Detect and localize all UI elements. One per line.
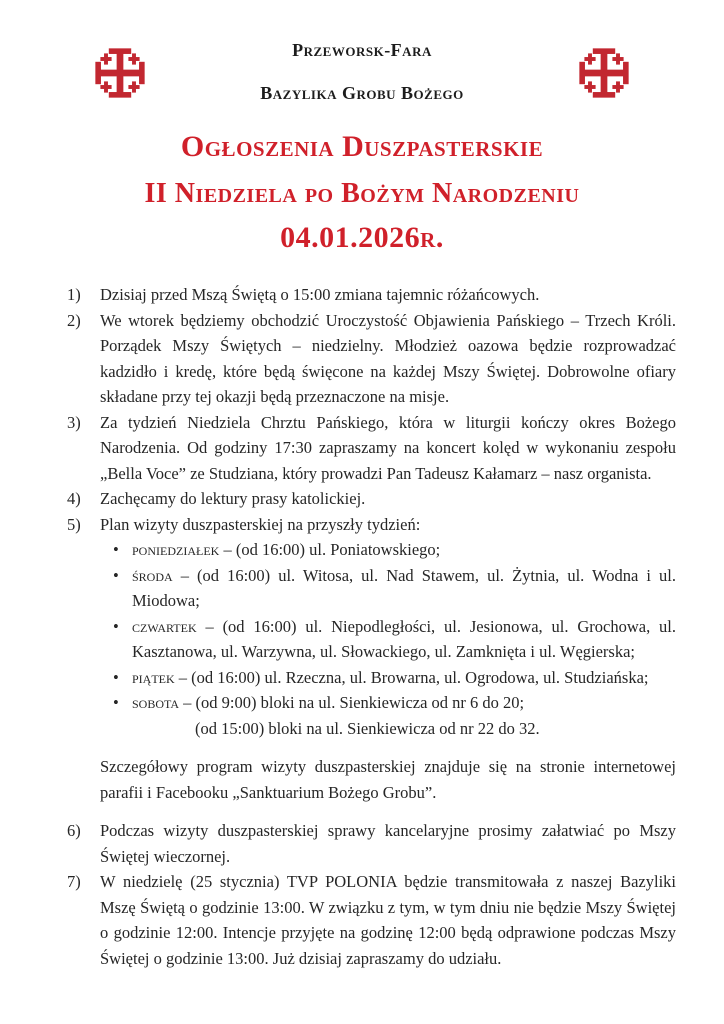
announcement-item [67, 308, 676, 410]
parish-name: Przeworsk-Fara [292, 40, 432, 60]
item-number: 3) [67, 412, 81, 432]
header [0, 0, 724, 256]
schedule-row [100, 614, 676, 665]
day-label: poniedziałek [132, 540, 220, 559]
bullet-icon: • [113, 667, 119, 687]
schedule-details: – (od 16:00) ul. Witosa, ul. Nad Stawem, ul. Żytnia, ul. Wodna i ul. Miodowa; [132, 565, 677, 610]
day-label: sobota [132, 693, 180, 712]
schedule-row [100, 690, 676, 741]
announcement-item [67, 512, 676, 806]
schedule-entry [132, 614, 676, 665]
item-number: 4) [67, 489, 81, 508]
schedule-row [100, 537, 676, 563]
day-label: piątek [132, 667, 175, 687]
item-number: 5) [67, 514, 81, 534]
date-heading: 04.01.2026r. [280, 220, 444, 254]
note-paragraph: Szczegółowy program wizyty duszpasterskiej znajduje się na stronie internetowej parafii i Facebooku „Sanktuarium Bożego Grobu”. [100, 757, 676, 802]
schedule-row [100, 563, 676, 614]
jerusalem-cross-icon [92, 45, 148, 101]
schedule-details-line [132, 690, 676, 716]
schedule-details-continued: (od 15:00) bloki na ul. Sienkiewicza od nr 22 do 32. [195, 718, 540, 738]
schedule-entry [132, 690, 676, 741]
announcement-text: We wtorek będziemy obchodzić Uroczystość Objawienia Pańskiego – Trzech Króli. Porządek Mszy Świętych – niedzielny. Młodzież oazowa będzie rozprowadzać kadzidło i kredę, które będą święcone na każdej Mszy Świętej. Dobrowolne ofiary składane przy tej okazji będą przeznaczone na misje. [100, 310, 676, 406]
announcement-text: Podczas wizyty duszpasterskiej sprawy kancelaryjne prosimy załatwiać po Mszy Świętej wieczornej. [100, 821, 676, 866]
schedule-entry [132, 665, 676, 691]
announcement-item [67, 486, 676, 512]
item-number: 1) [67, 285, 81, 304]
announcement-text: Dzisiaj przed Mszą Świętą o 15:00 zmiana tajemnic różańcowych. [100, 285, 540, 304]
item-number: 2) [67, 310, 81, 330]
announcement-text: W niedzielę (25 stycznia) TVP POLONIA będzie transmitowała z naszej Bazyliki Mszę Świętą o godzinie 13:00. W związku z tym, w tym dniu nie będzie Mszy Świętej o godzinie 12:00. Intencje przyjęte na godzinę 12:00 będą odprawione podczas Mszy Świętej o godzinie 13:00. Już dzisiaj zapraszamy do udziału. [100, 872, 676, 968]
announcement-text [100, 512, 676, 806]
announcement-item [67, 282, 676, 308]
page-title: Ogłoszenia Duszpasterskie [180, 130, 544, 163]
announcement-item [67, 818, 676, 869]
item-number: 7) [67, 872, 81, 891]
bullet-icon: • [113, 540, 119, 559]
schedule-details: – (od 16:00) ul. Poniatowskiego; [223, 540, 441, 559]
schedule-intro: Plan wizyty duszpasterskiej na przyszły tydzień: [100, 514, 421, 534]
announcement-text: Zachęcamy do lektury prasy katolickiej. [100, 489, 366, 508]
announcement-text: Za tydzień Niedziela Chrztu Pańskiego, która w liturgii kończy okres Bożego Narodzenia. Od godziny 17:30 zapraszamy na koncert kolęd w wykonaniu zespołu „Bella Voce” ze Studziana, który prowadzi Pan Tadeusz Kałamarz – nasz organista. [100, 412, 676, 483]
day-label: czwartek [132, 616, 197, 636]
schedule-entry [132, 563, 676, 614]
page-subtitle: II Niedziela po Bożym Narodzeniu [144, 177, 580, 209]
schedule-details: – (od 9:00) bloki na ul. Sienkiewicza od nr 6 do 20; [183, 693, 525, 712]
bullet-icon: • [113, 616, 119, 636]
bullet-icon: • [113, 565, 119, 585]
jerusalem-cross-icon [576, 45, 632, 101]
day-label: środa [132, 565, 173, 585]
announcement-list [0, 256, 724, 971]
schedule-entry [132, 537, 676, 563]
item-number: 6) [67, 821, 81, 840]
bullet-icon: • [113, 693, 119, 712]
church-name: Bazylika Grobu Bożego [260, 83, 464, 103]
announcement-item [67, 869, 676, 971]
schedule-row [100, 665, 676, 691]
announcement-item [67, 410, 676, 487]
schedule-details: – (od 16:00) ul. Rzeczna, ul. Browarna, ul. Ogrodowa, ul. Studziańska; [178, 667, 649, 687]
schedule-details: – (od 16:00) ul. Niepodległości, ul. Jesionowa, ul. Grochowa, ul. Kasztanowa, ul. Warzywna, ul. Słowackiego, ul. Zamknięta i ul. Węgierska; [132, 616, 676, 661]
